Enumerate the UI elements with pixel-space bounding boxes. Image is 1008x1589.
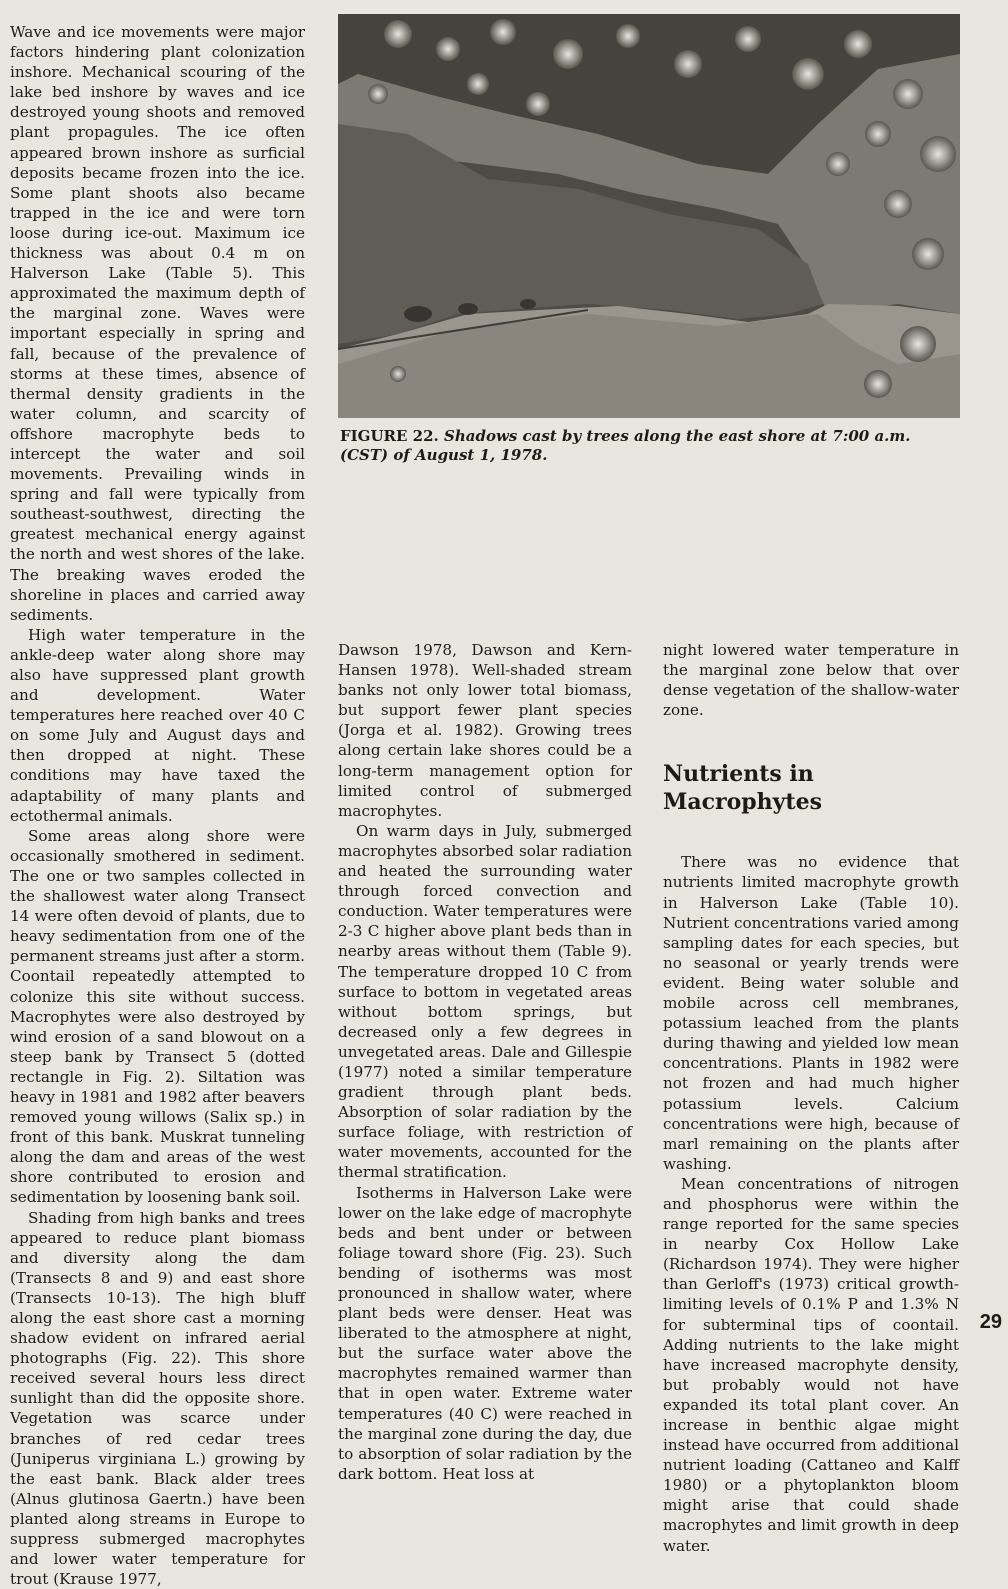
- column-middle: [338, 640, 632, 1484]
- paragraph: There was no evidence that nutrients limited macrophyte growth in Halverson Lake (Table 10). Nutrient concentrations varied among sampling dates for each species, but no seasonal or yearly trends were evident. Being water soluble and mobile across cell membranes, potassium leached from the plants during thawing and yielded low mean concentrations. Plants in 1982 were not frozen and had much higher potassium levels. Calcium concentrations were high, because of marl remaining on the plants after washing.: [663, 853, 960, 1173]
- section-heading: Nutrients in Macrophytes: [663, 761, 822, 816]
- paragraph: Shading from high banks and trees appeared to reduce plant biomass and diversity along the dam (Transects 8 and 9) and east shore (Transects 10-13). The high bluff along the east shore cast a morning shadow evident on infrared aerial photographs (Fig. 22). This shore received several hours less direct sunlight than did the opposite shore. Vegetation was scarce under branches of red cedar trees (Juniperus virginiana L.) growing by the east bank. Black alder trees (Alnus glutinosa Gaertn.) have been planted along streams in Europe to suppress submerged macrophytes and lower water temperature for trout (Krause 1977,: [10, 1208, 305, 1589]
- figure-caption: [340, 427, 960, 465]
- paragraph: Dawson 1978, Dawson and Kern-Hansen 1978). Well-shaded stream banks not only lower total biomass, but support fewer plant species (Jorga et al. 1982). Growing trees along certain lake shores could be a long-term management option for limited control of submerged macrophytes.: [338, 641, 632, 820]
- page-number: 29: [979, 1311, 1002, 1333]
- figure-22-photo: [338, 14, 960, 418]
- paragraph: High water temperature in the ankle-deep water along shore may also have suppressed plant growth and development. Water temperatures here reached over 40 C on some July and August days and then dropped at night. These conditions may have taxed the adaptability of many plants and ectothermal animals.: [10, 625, 305, 825]
- column-left: [10, 22, 305, 1589]
- column-right: [663, 640, 959, 1556]
- aerial-photo-image: [338, 14, 960, 418]
- paragraph: Isotherms in Halverson Lake were lower on the lake edge of macrophyte beds and bent under or between foliage toward shore (Fig. 23). Such bending of isotherms was most pronounced in shallow water, where plant beds were denser. Heat was liberated to the atmosphere at night, but the surface water above the macrophytes remained warmer than that in open water. Extreme water temperatures (40 C) were reached in the marginal zone during the day, due to absorption of solar radiation by the dark bottom. Heat loss at: [338, 1183, 632, 1483]
- figure-caption-text: Shadows cast by trees along the east shore at 7:00 a.m. (CST) of August 1, 1978.: [340, 427, 911, 464]
- paragraph: Mean concentrations of nitrogen and phosphorus were within the range reported for the same species in nearby Cox Hollow Lake (Richardson 1974). They were higher than Gerloff's (1973) critical growth-limiting levels of 0.1% P and 1.3% N for subterminal tips of coontail. Adding nutrients to the lake might have increased macrophyte density, but probably would not have expanded its total plant cover. An increase in benthic algae might instead have occurred from additional nutrient loading (Cattaneo and Kalff 1980) or a phytoplankton bloom might arise that could shade macrophytes and limit growth in deep water.: [663, 1174, 959, 1555]
- figure-label: FIGURE 22.: [340, 427, 439, 445]
- paragraph: night lowered water temperature in the marginal zone below that over dense vegetation of the shallow-water zone.: [663, 641, 959, 720]
- paragraph: Wave and ice movements were major factors hindering plant colonization inshore. Mechanical scouring of the lake bed inshore by waves and ice destroyed young shoots and removed plant propagules. The ice often appeared brown inshore as surficial deposits became frozen into the ice. Some plant shoots also became trapped in the ice and were torn loose during ice-out. Maximum ice thickness was about 0.4 m on Halverson Lake (Table 5). This approximated the maximum depth of the marginal zone. Waves were important especially in spring and fall, because of the prevalence of storms at these times, absence of thermal density gradients in the water column, and scarcity of offshore macrophyte beds to intercept the water and soil movements. Prevailing winds in spring and fall were typically from southeast-southwest, directing the greatest mechanical energy against the north and west shores of the lake. The breaking waves eroded the shoreline in places and carried away sediments.: [10, 23, 305, 624]
- paragraph: Some areas along shore were occasionally smothered in sediment. The one or two samples collected in the shallowest water along Transect 14 were often devoid of plants, due to heavy sedimentation from one of the permanent streams just after a storm. Coontail repeatedly attempted to colonize this site without success. Macrophytes were also destroyed by wind erosion of a sand blowout on a steep bank by Transect 5 (dotted rectangle in Fig. 2). Siltation was heavy in 1981 and 1982 after beavers removed young willows (Salix sp.) in front of this bank. Muskrat tunneling along the dam and areas of the west shore contributed to erosion and sedimentation by loosening bank soil.: [10, 826, 305, 1207]
- paragraph: On warm days in July, submerged macrophytes absorbed solar radiation and heated the surrounding water through forced convection and conduction. Water temperatures were 2-3 C higher above plant beds than in nearby areas without them (Table 9). The temperature dropped 10 C from surface to bottom in vegetated areas without bottom springs, but decreased only a few degrees in unvegetated areas. Dale and Gillespie (1977) noted a similar temperature gradient through plant beds. Absorption of solar radiation by the surface foliage, with restriction of water movements, accounted for the thermal stratification.: [338, 821, 632, 1182]
